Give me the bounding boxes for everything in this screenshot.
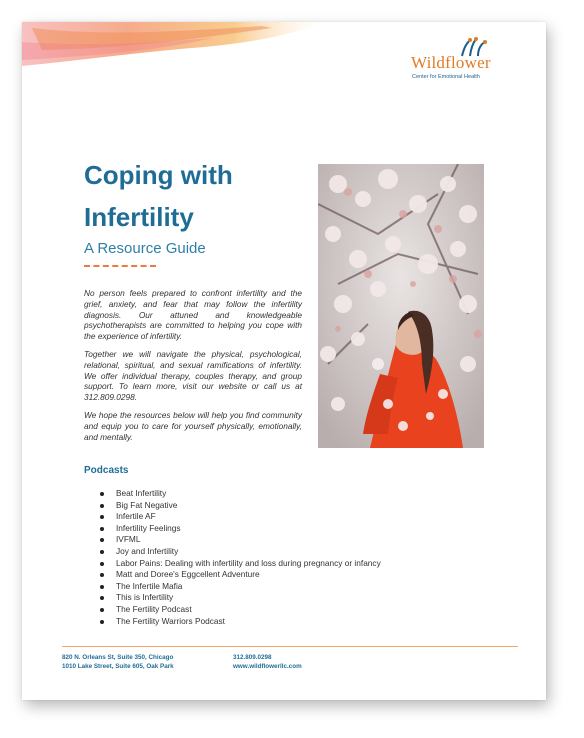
document-page — [22, 22, 546, 700]
intro-text — [84, 288, 302, 449]
podcast-title: Infertile AF — [116, 511, 156, 522]
bullet-icon — [100, 562, 104, 566]
wildflower-logo[interactable] — [408, 36, 508, 86]
list-item — [100, 488, 381, 500]
list-item — [100, 604, 381, 616]
podcast-title: Big Fat Negative — [116, 499, 178, 510]
list-item — [100, 592, 381, 604]
bullet-icon — [100, 585, 104, 589]
footer-website-link[interactable]: www.wildflowerllc.com — [233, 663, 302, 670]
list-item — [100, 569, 381, 581]
list-item — [100, 616, 381, 628]
woman-cherry-blossom-photo — [318, 164, 484, 448]
watercolor-brush-stroke — [22, 22, 332, 82]
list-item — [100, 500, 381, 512]
bullet-icon — [100, 504, 104, 508]
bullet-icon — [100, 573, 104, 577]
logo-tagline: Center for Emotional Health — [412, 74, 480, 80]
list-item — [100, 558, 381, 570]
bullet-icon — [100, 608, 104, 612]
footer-address-oak-park: 1010 Lake Street, Suite 605, Oak Park — [62, 663, 174, 670]
podcast-title: The Infertile Mafia — [116, 580, 183, 591]
footer-contact — [233, 653, 302, 671]
podcast-title: The Fertility Warriors Podcast — [116, 615, 225, 626]
podcast-title: The Fertility Podcast — [116, 603, 192, 614]
list-item — [100, 511, 381, 523]
page-subtitle: A Resource Guide — [84, 240, 206, 257]
list-item — [100, 581, 381, 593]
list-item — [100, 523, 381, 535]
footer-addresses — [62, 653, 174, 671]
footer-phone[interactable]: 312.809.0298 — [233, 654, 272, 661]
bullet-icon — [100, 550, 104, 554]
dashed-divider — [84, 265, 156, 267]
podcast-title: Infertility Feelings — [116, 522, 181, 533]
bullet-icon — [100, 515, 104, 519]
bullet-icon — [100, 538, 104, 542]
bullet-icon — [100, 596, 104, 600]
footer-address-chicago: 820 N. Orleans St, Suite 350, Chicago — [62, 654, 174, 661]
footer-divider — [62, 646, 518, 647]
podcast-title: Beat Infertility — [116, 488, 167, 498]
logo-name: Wildflower — [411, 53, 491, 72]
podcast-title: Joy and Infertility — [116, 545, 179, 556]
podcast-title: Matt and Doree's Eggcellent Adventure — [116, 569, 260, 580]
bullet-icon — [100, 527, 104, 531]
bullet-icon — [100, 492, 104, 496]
list-item — [100, 546, 381, 558]
podcast-list — [100, 488, 381, 627]
podcasts-heading: Podcasts — [84, 465, 129, 476]
podcast-title: IVFML — [116, 534, 141, 545]
list-item — [100, 534, 381, 546]
intro-paragraph-2: Together we will navigate the physical, psychological, relational, spiritual, and sexual ramifications of infertility. We offer individual therapy, couples therapy, and group support. To learn more, visit our website or call us at 312.809.0298. — [84, 348, 302, 403]
podcast-title: This is Infertility — [116, 592, 174, 603]
page-title: Coping with Infertility — [84, 160, 233, 232]
podcast-title: Labor Pains: Dealing with infertility and loss during pregnancy or infancy — [116, 557, 381, 568]
intro-paragraph-3: We hope the resources below will help you find community and equip you to care for yourself physically, emotionally, and mentally. — [84, 409, 302, 442]
bullet-icon — [100, 620, 104, 624]
intro-paragraph-1: No person feels prepared to confront infertility and the grief, anxiety, and fear that may follow the infertility diagnosis. Our attuned and knowledgeable psychotherapists are committed to helping you cope with the experience of infertility. — [84, 288, 302, 342]
